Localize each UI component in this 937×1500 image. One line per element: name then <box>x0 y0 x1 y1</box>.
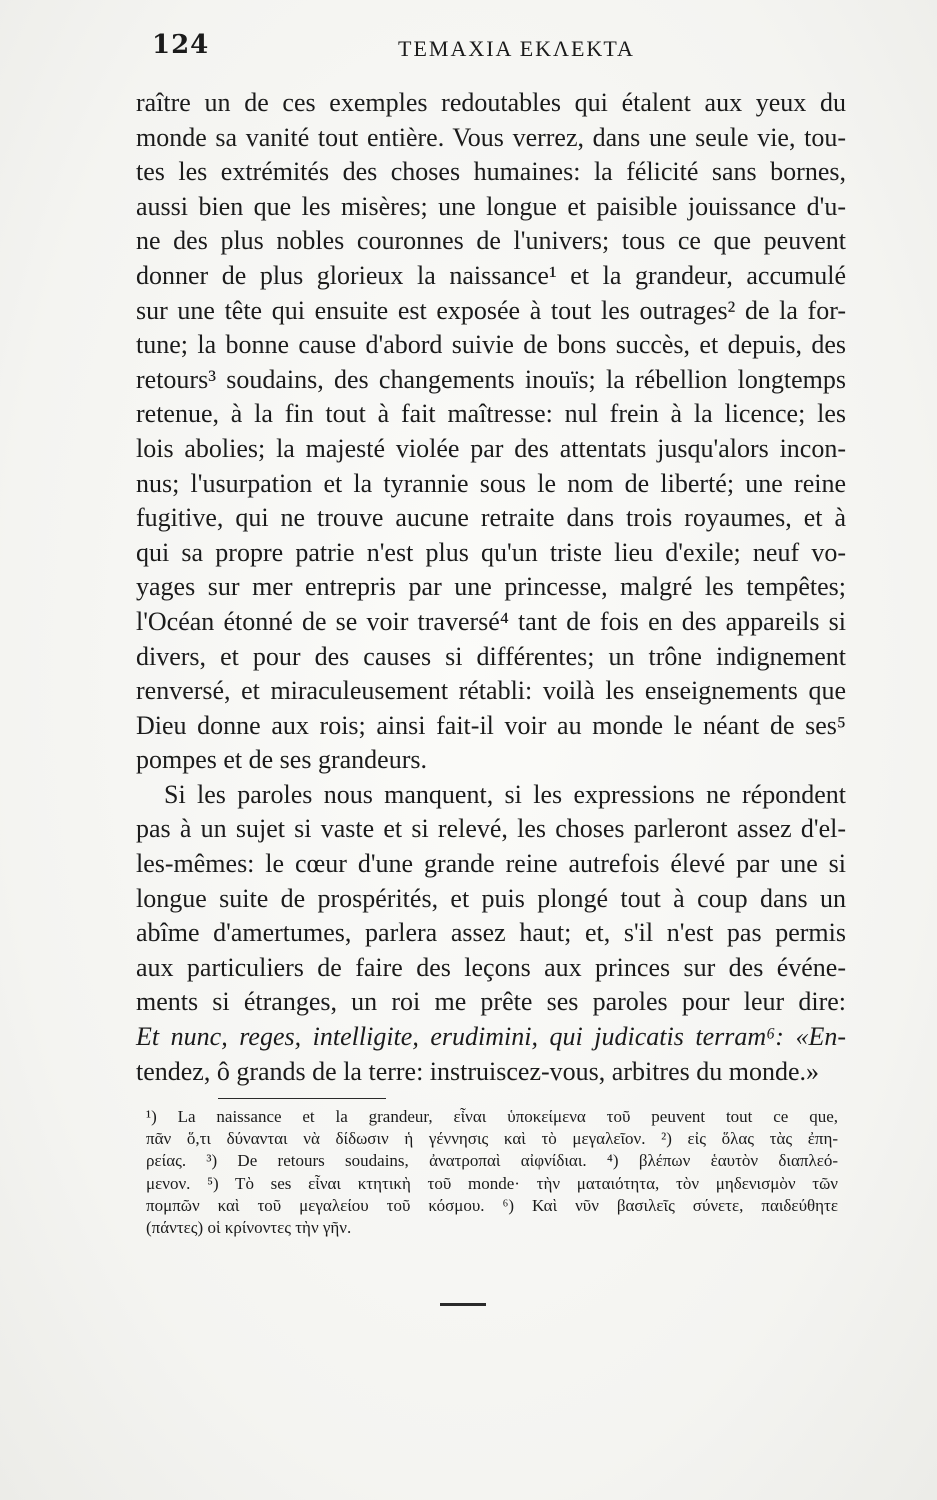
text-line: sur une tête qui ensuite est exposée à tout les outrages² de la for- <box>136 295 846 325</box>
text-line: retenue, à la fin tout à fait maîtresse: nul frein à la licence; les <box>136 399 846 429</box>
text-line: divers, et pour des causes si différentes; un trône indignement <box>136 641 846 671</box>
footnote-line: πομπῶν καὶ τοῦ μεγαλείου τοῦ κόσμου. ⁶) Καὶ νῦν βασιλεῖς σύνετε, παιδεύθητε <box>146 1195 838 1215</box>
footnote-separator <box>218 1098 386 1099</box>
footnote-line: πᾶν ὅ,τι δύνανται νὰ δίδωσιν ἡ γέννησις καὶ τὸ μεγαλεῖον. ²) εἰς ὅλας τὰς ἐπη- <box>146 1129 838 1149</box>
paragraph-end-line: pompes et de ses grandeurs. <box>136 745 427 775</box>
text-line: ments si étranges, un roi me prête ses paroles pour leur dire: <box>136 987 846 1017</box>
latin-quote-line: Et nunc, reges, intelligite, erudimini, qui judicatis terram⁶: «En- <box>136 1022 846 1052</box>
text-line: abîme d'amertumes, parlera assez haut; et, s'il n'est pas permis <box>136 918 846 948</box>
paragraph-end-line: tendez, ô grands de la terre: instruiscez-vous, arbitres du monde.» <box>136 1056 819 1086</box>
text-line: renversé, et miraculeusement rétabli: voilà les enseignements que <box>136 676 846 706</box>
text-line: aussi bien que les misères; une longue et paisible jouissance d'u- <box>136 191 846 221</box>
text-line: lois abolies; la majesté violée par des attentats jusqu'alors incon- <box>136 433 846 463</box>
text-line: Dieu donne aux rois; ainsi fait-il voir au monde le néant de ses⁵ <box>136 710 846 740</box>
footnote-line: μενον. ⁵) Τὸ ses εἶναι κτητικὴ τοῦ monde· τὴν ματαιότητα, τὸν μηδενισμὸν τῶν <box>146 1173 838 1193</box>
footnote-line: ¹) La naissance et la grandeur, εἶναι ὑποκείμενα τοῦ peuvent tout ce que, <box>146 1107 838 1126</box>
text-line: tes les extrémités des choses humaines: la félicité sans bornes, <box>136 157 846 187</box>
text-line: les-mêmes: le cœur d'une grande reine autrefois élevé par une si <box>136 849 846 879</box>
running-title: ΤΕΜΑΧΙΑ ΕΚΛΕΚΤΑ <box>398 36 635 61</box>
text-line: yages sur mer entrepris par une princesse, malgré les tempêtes; <box>136 572 846 602</box>
text-line: raître un de ces exemples redoutables qui étalent aux yeux du <box>136 88 846 117</box>
text-line: qui sa propre patrie n'est plus qu'un triste lieu d'exile; neuf vo- <box>136 537 846 567</box>
text-line: pas à un sujet si vaste et si relevé, les choses parleront assez d'el- <box>136 814 846 844</box>
page-number: 124 <box>152 30 210 60</box>
text-line: donner de plus glorieux la naissance¹ et la grandeur, accumulé <box>136 260 846 290</box>
text-line: monde sa vanité tout entière. Vous verrez, dans une seule vie, tou- <box>136 122 846 152</box>
text-line: tune; la bonne cause d'abord suivie de bons succès, et depuis, des <box>136 330 846 360</box>
footnote-line: (πάντες) οἱ κρίνοντες τὴν γῆν. <box>146 1217 352 1237</box>
text-line: retours³ soudains, des changements inouïs; la rébellion longtemps <box>136 364 846 394</box>
text-line: nus; l'usurpation et la tyrannie sous le nom de liberté; une reine <box>136 468 846 498</box>
text-line: fugitive, qui ne trouve aucune retraite dans trois royaumes, et à <box>136 503 846 533</box>
main-text <box>136 86 846 1089</box>
text-line: ne des plus nobles couronnes de l'univers; tous ce que peuvent <box>136 226 846 256</box>
page-header <box>150 30 850 70</box>
text-line: longue suite de prospérités, et puis plongé tout à coup dans un <box>136 883 846 913</box>
footnote-line: ρείας. ³) De retours soudains, ἀνατροπαὶ αἰφνίδιαι. ⁴) βλέπων ἑαυτὸν διαπλεό- <box>146 1151 838 1171</box>
text-line: aux particuliers de faire des leçons aux princes sur des événe- <box>136 952 846 982</box>
paragraph-start-line: Si les paroles nous manquent, si les expressions ne répondent <box>164 779 846 809</box>
footnotes <box>146 1106 838 1239</box>
text-line: l'Océan étonné de se voir traversé⁴ tant de fois en des appareils si <box>136 606 846 636</box>
end-ornament-rule <box>440 1303 486 1306</box>
